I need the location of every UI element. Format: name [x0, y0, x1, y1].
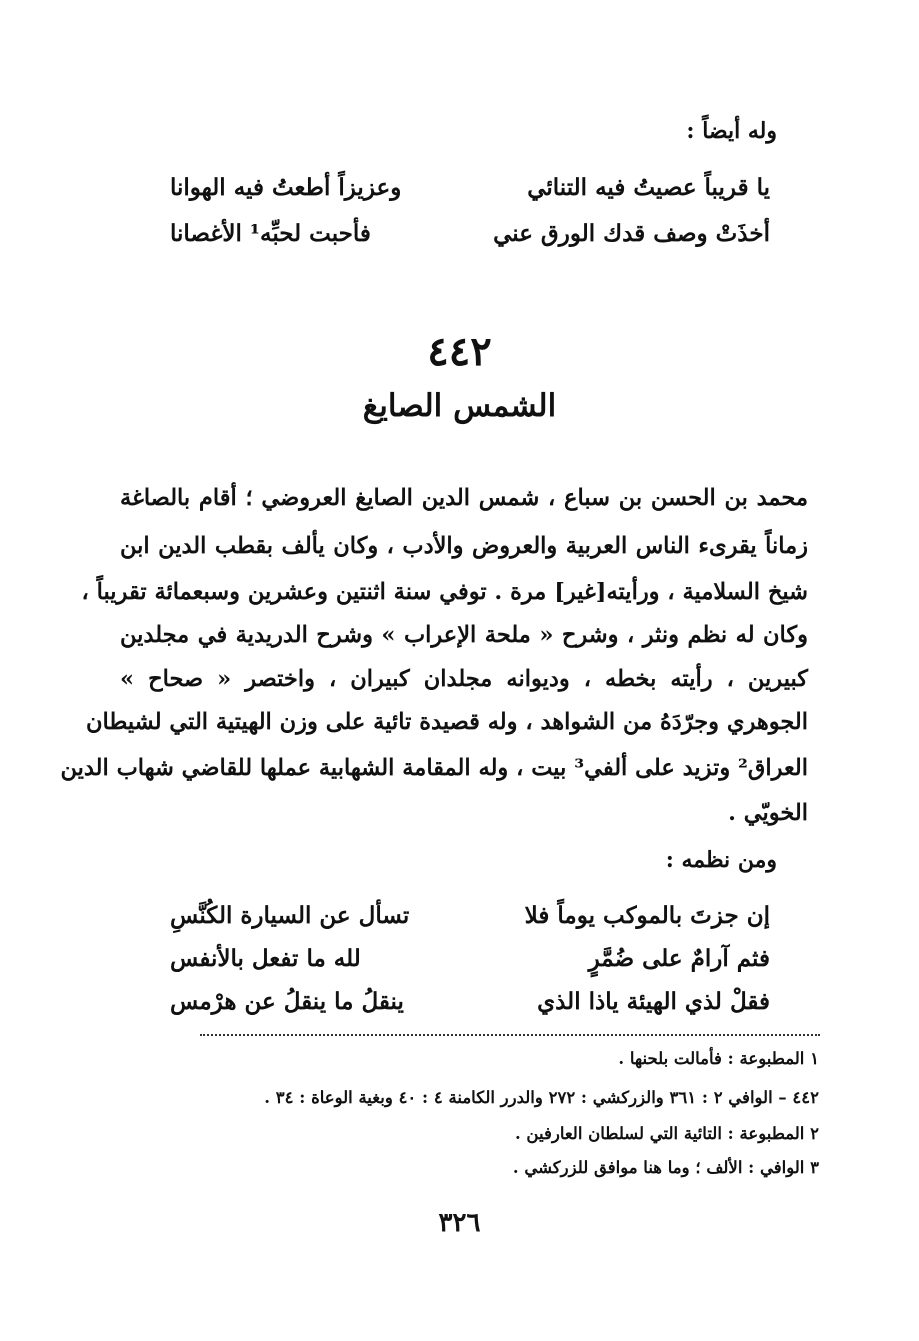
footnote: ٣ الوافي : الألف ؛ وما هنا موافق للزركشي .: [512, 1158, 819, 1177]
verse-first-hemistich: يا قريباً عصيتُ فيه التنائي: [527, 174, 770, 201]
footnote: ٢ المطبوعة : التائية التي لسلطان العارفين .: [514, 1124, 819, 1143]
biography-line: وكان له نظم ونثر ، وشرح « ملحة الإعراب » وشرح الدريدية في مجلدين: [120, 622, 808, 648]
biography-line: محمد بن الحسن بن سباع ، شمس الدين الصايغ العروضي ؛ أقام بالصاغة: [120, 485, 808, 511]
footnote: ١ المطبوعة : فأمالت بلحنها .: [618, 1049, 819, 1068]
biography-line: الجوهري وجرّدَهُ من الشواهد ، وله قصيدة تائية على وزن الهيتية التي لشيطان: [86, 709, 808, 735]
verse-line: [170, 988, 770, 1015]
verse-second-hemistich: لله ما تفعل بالأنفس: [170, 945, 361, 972]
entry-number: ٤٤٢: [427, 328, 492, 375]
biography-line: زماناً يقرىء الناس العربية والعروض والأدب ، وكان يألف بقطب الدين ابن: [120, 533, 808, 559]
biography-line: شيخ السلامية ، ورأيته[غير] مرة . توفي سنة اثنتين وعشرين وسبعمائة تقريباً ،: [81, 579, 808, 605]
verse-first-hemistich: فثم آرامٌ على ضُمَّرٍ: [588, 945, 770, 972]
biography-line: كبيرين ، رأيته بخطه ، وديوانه مجلدان كبيران ، واختصر « صحاح »: [120, 666, 808, 692]
page-number: ٣٢٦: [438, 1208, 481, 1238]
verse-line: [170, 174, 770, 201]
intro-line: وله أيضاً :: [686, 118, 777, 144]
verse-second-hemistich: تسأل عن السيارة الكُنَّسِ: [170, 902, 410, 929]
biography-line: الخويّي .: [728, 800, 808, 826]
footnote: ٤٤٢ – الوافي ٢ : ٣٦١ والزركشي : ٢٧٢ والدرر الكامنة ٤ : ٤٠ وبغية الوعاة : ٣٤ .: [264, 1088, 819, 1107]
verse-line: [170, 945, 770, 972]
verse-second-hemistich: وعزيزاً أطعتُ فيه الهوانا: [170, 174, 402, 201]
footnote-divider: [200, 1034, 820, 1036]
biography-line: العراق² وتزيد على ألفي³ بيت ، وله المقامة الشهابية عملها للقاضي شهاب الدين: [60, 755, 808, 781]
entry-name: الشمس الصايغ: [362, 388, 557, 424]
verse-first-hemistich: فقلْ لذي الهيئة ياذا الذي: [537, 988, 770, 1015]
verse-first-hemistich: أخذَتْ وصف قدك الورق عني: [493, 220, 770, 247]
verse-second-hemistich: فأحبت لحبِّه¹ الأغصانا: [170, 220, 371, 247]
verse-line: [170, 902, 770, 929]
verse-line: [170, 220, 770, 247]
verse-second-hemistich: ينقلُ ما ينقلُ عن هرْمس: [170, 988, 404, 1015]
verse-first-hemistich: إن جزتَ بالموكب يوماً فلا: [524, 902, 770, 929]
poem-intro: ومن نظمه :: [665, 847, 777, 873]
